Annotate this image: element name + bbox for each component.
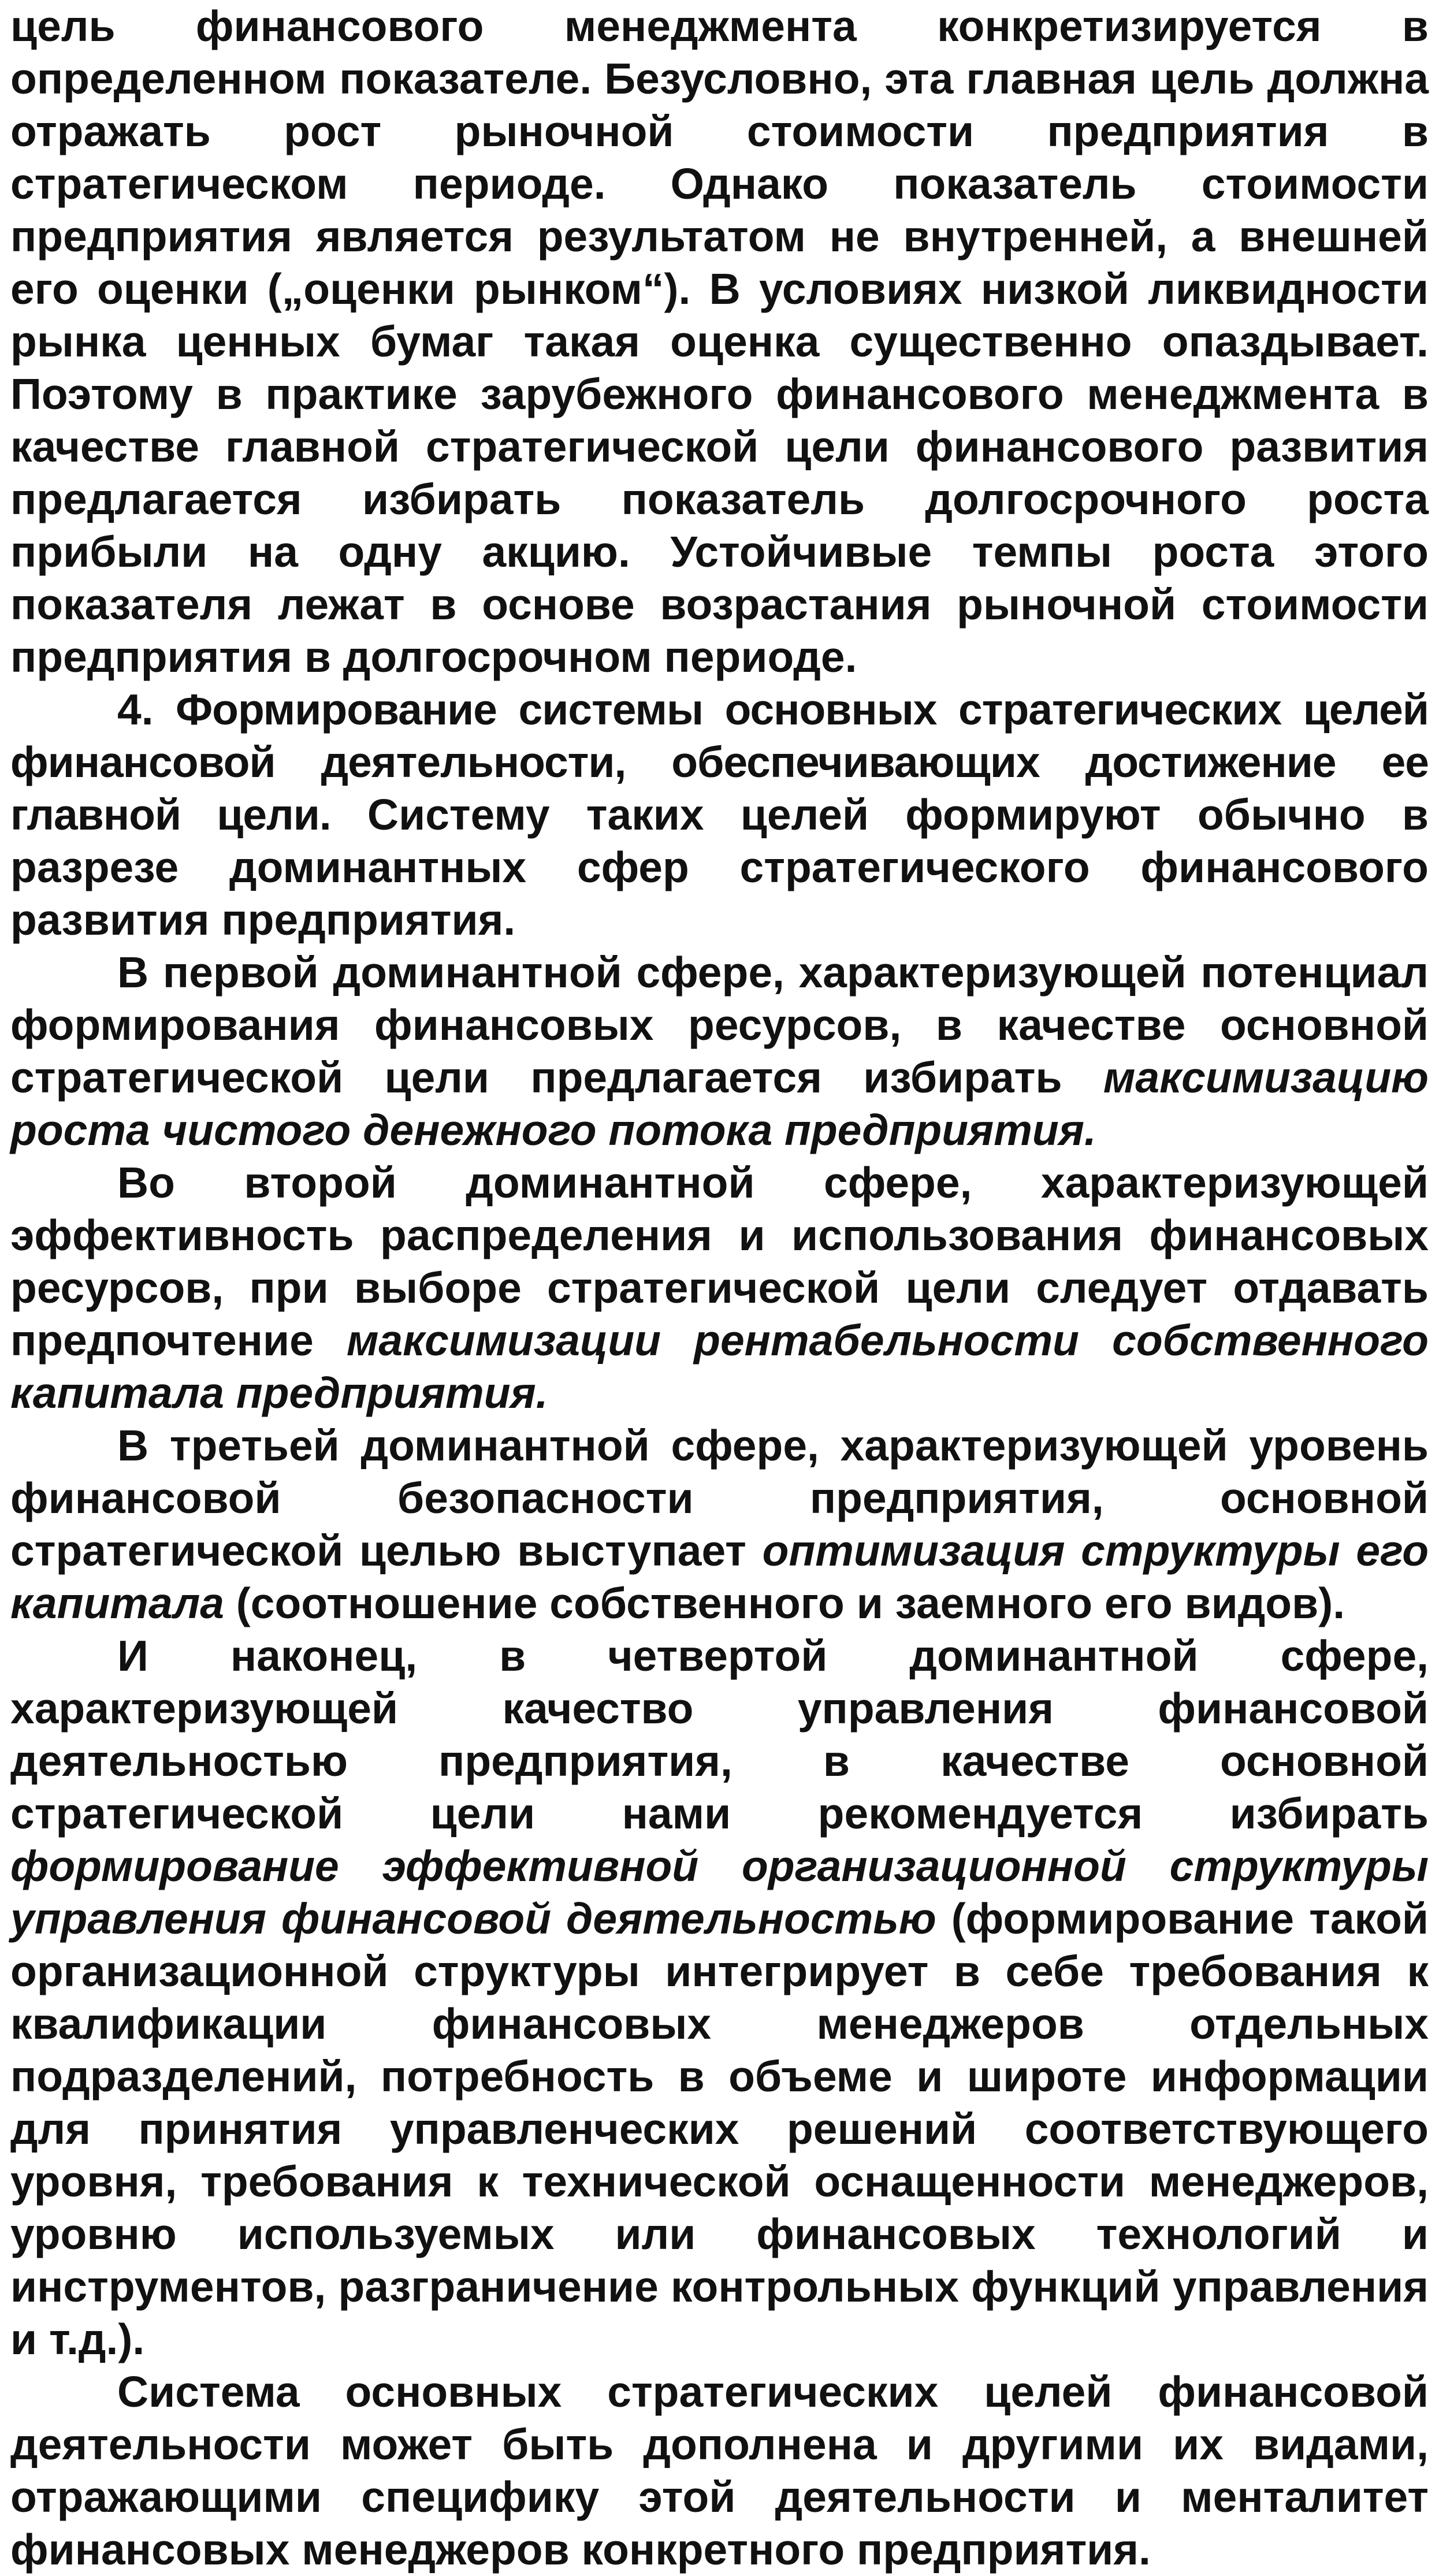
paragraph-text: Во второй доминантной сфере, характеризующей эффективность распределения и использования финансовых ресурсов, при выборе стратегической цели следует отдавать предпочтение: [10, 1158, 1429, 1365]
paragraph-third-sphere: [10, 1419, 1429, 1630]
paragraph-text: В третьей доминантной сфере, характеризующей уровень финансовой безопасности предприятия, основной стратегической целью выступает: [10, 1421, 1429, 1575]
emphasized-goal: максимизацию роста чистого денежного потока предприятия.: [10, 1053, 1429, 1154]
item-number: 4.: [117, 685, 154, 734]
paragraph-fourth-sphere: [10, 1630, 1429, 2366]
paragraph-text: Система основных стратегических целей финансовой деятельности может быть дополнена и другими их видами, отражающими специфику этой деятельности и менталитет финансовых менеджеров конкретного предприятия.: [10, 2367, 1429, 2574]
paragraph-numbered-item-4: [10, 683, 1429, 946]
paragraph-text: В первой доминантной сфере, характеризующей потенциал формирования финансовых ресурсов, в качестве основной стратегической цели предлагается избирать: [10, 948, 1429, 1102]
emphasized-goal: оптимизация структуры его капитала: [10, 1526, 1429, 1627]
paragraph-text: (формирование такой организационной структуры интегрирует в себе требования к квалификации финансовых менеджеров отдельных подразделений, потребность в объеме и широте информации для принятия управленческих решений соответствующего уровня, требования к технической оснащенности менеджеров, уровню используемых или финансовых технологий и инструментов, разграничение контрольных функций управления и т.д.).: [10, 1894, 1429, 2363]
paragraph-text: Систему таких целей формируют обычно в разрезе доминантных сфер стратегического финансового развития предприятия.: [10, 790, 1429, 944]
paragraph-text: И наконец, в четвертой доминантной сфере, характеризующей качество управления финансовой деятельностью предприятия, в качестве основной стратегической цели нами рекомендуется избирать: [10, 1631, 1429, 1838]
emphasized-goal: формирование эффективной организационной структуры управления финансовой деятельностью: [10, 1842, 1429, 1943]
item-heading: Формирование системы основных стратегических целей финансовой деятельности, обеспечивающих достижение ее главной цели.: [10, 685, 1429, 839]
emphasized-goal: максимизации рентабельности собственного капитала предприятия.: [10, 1316, 1429, 1417]
paragraph-conclusion: [10, 2366, 1429, 2576]
paragraph-text: (соотношение собственного и заемного его видов).: [236, 1579, 1345, 1627]
paragraph-continuation: [10, 0, 1429, 683]
paragraph-first-sphere: [10, 946, 1429, 1157]
book-page: [10, 0, 1429, 2576]
paragraph-second-sphere: [10, 1157, 1429, 1419]
paragraph-text: цель финансового менеджмента конкретизируется в определенном показателе. Безусловно, эта главная цель должна отражать рост рыночной стоимости предприятия в стратегическом периоде. Однако показатель стоимости предприятия является результатом не внутренней, а внешней его оценки („оценки рынком“). В условиях низкой ликвидности рынка ценных бумаг такая оценка существенно опаздывает. Поэтому в практике зарубежного финансового менеджмента в качестве главной стратегической цели финансового развития предлагается избирать показатель долгосрочного роста прибыли на одну акцию. Устойчивые темпы роста этого показателя лежат в основе возрастания рыночной стоимости предприятия в долгосрочном периоде.: [10, 2, 1429, 681]
